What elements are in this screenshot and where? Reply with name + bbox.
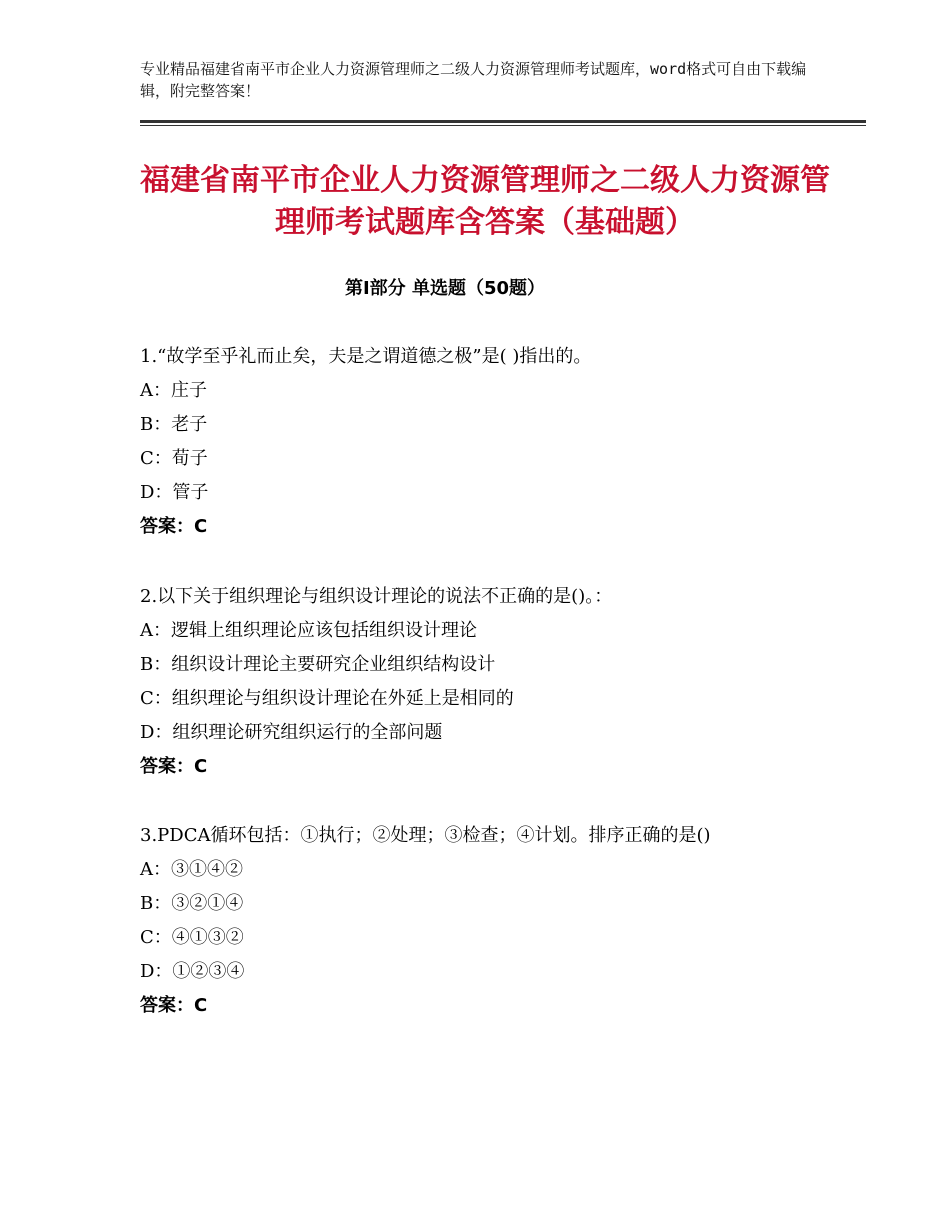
header-rule-thin bbox=[140, 125, 866, 126]
option-c: C：荀子 bbox=[140, 448, 208, 469]
header-rule-thick bbox=[140, 120, 866, 123]
answer: 答案：C bbox=[140, 995, 208, 1016]
option-b: B：组织设计理论主要研究企业组织结构设计 bbox=[140, 654, 496, 675]
option-a: A：逻辑上组织理论应该包括组织设计理论 bbox=[140, 620, 477, 641]
option-c: C：④①③② bbox=[140, 927, 244, 948]
option-d: D：管子 bbox=[140, 482, 209, 503]
question-3 bbox=[140, 819, 840, 1023]
document-title: 福建省南平市企业人力资源管理师之二级人力资源管理师考试题库含答案（基础题） bbox=[140, 163, 830, 240]
question-2 bbox=[140, 580, 840, 784]
option-d: D：组织理论研究组织运行的全部问题 bbox=[140, 722, 443, 743]
option-d: D：①②③④ bbox=[140, 961, 245, 982]
answer: 答案：C bbox=[140, 516, 208, 537]
question-stem: 1.“故学至乎礼而止矣，夫是之谓道德之极”是( )指出的。 bbox=[140, 346, 592, 367]
header-note: 专业精品福建省南平市企业人力资源管理师之二级人力资源管理师考试题库，word格式可自由下载编辑，附完整答案！ bbox=[140, 60, 807, 100]
option-c: C：组织理论与组织设计理论在外延上是相同的 bbox=[140, 688, 514, 709]
answer: 答案：C bbox=[140, 756, 208, 777]
option-b: B：老子 bbox=[140, 414, 208, 435]
question-stem: 3.PDCA循环包括：①执行；②处理；③检查；④计划。排序正确的是() bbox=[140, 825, 711, 846]
option-b: B：③②①④ bbox=[140, 893, 244, 914]
option-a: A：庄子 bbox=[140, 380, 207, 401]
question-stem: 2.以下关于组织理论与组织设计理论的说法不正确的是()。： bbox=[140, 586, 613, 607]
question-1 bbox=[140, 340, 840, 544]
section-title: 第Ⅰ部分 单选题（50题） bbox=[344, 278, 545, 299]
option-a: A：③①④② bbox=[140, 859, 243, 880]
